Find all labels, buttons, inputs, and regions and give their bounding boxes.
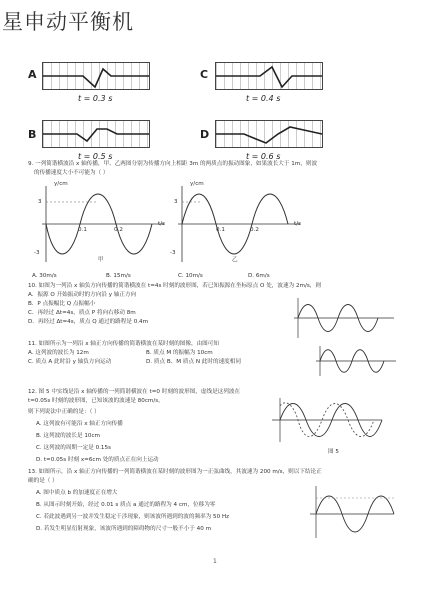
q13-opt-c: C. 若此波遇到另一波并发生稳定干涉现象，则该波所遇到的波的频率为 50 Hz <box>36 514 230 520</box>
panel-b-time: t = 0.5 s <box>78 152 113 161</box>
q12-opt-c: C. 这列波的周期一定是 0.15s <box>36 445 111 451</box>
q9-graph2-svg <box>172 184 302 264</box>
q12-stem3: 则下列说法中正确的是：（ ） <box>28 409 100 415</box>
q11-stem: 11. 如图所示为一列沿 x 轴正方向传播的简谐横波在某时刻的图像，由图可知 <box>28 341 219 347</box>
panel-b-chart <box>42 120 150 148</box>
q9-g1-name: 甲 <box>98 257 104 263</box>
q13-opt-d: D. 若发生明显衍射现象，该波所遇到的障碍物的尺寸一般不小于 40 m <box>36 526 212 532</box>
q9-g1-ylabel: y/cm <box>54 181 68 187</box>
q9-opt-b: B. 15m/s <box>106 273 131 279</box>
panel-label-a: A <box>28 68 37 81</box>
panel-label-d: D <box>200 128 210 141</box>
q9-g2-t2: 0.2 <box>250 227 259 233</box>
q12-stem2: t=0.05s 时刻的波形图，已知该波的波速是 80cm/s， <box>28 398 164 404</box>
q9-g2-t1: 0.1 <box>216 227 225 233</box>
q9-g2-bottom: -3 <box>170 250 176 256</box>
q12-opt-b: B. 这列波的波长是 10cm <box>36 433 100 439</box>
q9-opt-d: D. 6m/s <box>248 273 270 279</box>
panel-a-time: t = 0.3 s <box>78 94 113 103</box>
q9-g1-top: 3 <box>38 199 42 205</box>
q12-opt-a: A. 这列波有可能沿 x 轴正方向传播 <box>36 421 123 427</box>
q13-opt-a: A. 图中质点 b 的加速度正在增大 <box>36 490 118 496</box>
q9-text: 9. 一列简谐横波沿 x 轴传播，甲、乙两图分别为传播方向上相距 3m 的两质点的振动图象，如果波长大于 1m，则波 <box>28 161 318 167</box>
q11-opt-b: B. 质点 M 的振幅为 10cm <box>146 350 213 356</box>
panel-d-wave <box>216 121 322 147</box>
q10-opt-a: A．振源 O 开始振动时的方向沿 y 轴正方向 <box>28 292 137 298</box>
q9-g2-xlabel: t/s <box>294 221 301 227</box>
q11-opt-d: D. 质点 B、M 质点 N 此时的速度相同 <box>146 359 241 365</box>
q13-stem2: 确的是（ ） <box>28 478 58 484</box>
panel-label-b: B <box>28 128 37 141</box>
panel-a-wave <box>43 63 149 89</box>
q9-g2-top: 3 <box>174 199 178 205</box>
q12-wave-figure <box>272 396 382 444</box>
panel-a-chart <box>42 62 150 90</box>
q10-stem: 10. 如图为一列沿 x 轴负方向传播的简谐横波在 t=4s 时刻的波形图，若已知振源在坐标原点 O 处，波速为 2m/s，则 <box>28 283 321 289</box>
panel-label-c: C <box>200 68 209 81</box>
q12-opt-d: D. t=0.05s 时刻 x=6cm 处的质点正在向上运动 <box>36 457 159 463</box>
q12-figure-caption: 图 5 <box>328 449 339 455</box>
q13-wave-figure <box>310 484 394 540</box>
page-number: 1 <box>213 558 217 565</box>
q9-g1-xlabel: t/s <box>158 221 165 227</box>
q9-g2-ylabel: y/cm <box>190 181 204 187</box>
panel-c-chart <box>215 62 323 90</box>
q9-g2-name: 乙 <box>232 257 238 263</box>
q9-g1-t1: 0.1 <box>78 227 87 233</box>
q9-opt-c: C. 10m/s <box>178 273 203 279</box>
q11-opt-a: A. 这列波的波长为 12m <box>28 350 89 356</box>
panel-d-chart <box>215 120 323 148</box>
q9-g1-bottom: -3 <box>34 250 40 256</box>
q9-g1-t2: 0.2 <box>114 227 123 233</box>
q10-opt-b: B．P 点振幅比 Q 点振幅小 <box>28 301 96 307</box>
q9-opt-a: A. 30m/s <box>32 273 57 279</box>
document-page <box>10 44 410 596</box>
q11-wave-figure <box>316 344 396 378</box>
q10-opt-d: D．再经过 Δt=4s，质点 Q 通过的路程是 0.4m <box>28 319 149 325</box>
q10-wave-figure <box>294 296 394 340</box>
panel-c-time: t = 0.4 s <box>246 94 281 103</box>
q10-opt-c: C．再经过 Δt=4s，质点 P 将向右移动 8m <box>28 310 136 316</box>
q12-stem1: 12. 图 5 中实线是沿 x 轴传播的一列简谐横波在 t=0 时刻的波形图，虚线是这列波在 <box>28 389 241 395</box>
q9-graph1-svg <box>36 184 166 264</box>
page-title: 星申动平衡机 <box>2 10 134 34</box>
panel-b-wave <box>43 121 149 147</box>
q13-opt-b: B. 从图示时刻开始，经过 0.01 s 质点 a 通过的路程为 4 cm，位移为零 <box>36 502 216 508</box>
q13-stem1: 13. 如图所示，沿 x 轴正方向传播的一列简谐横波在某时刻的波形图为一正弦曲线，其波速为 200 m/s，则以下结论正 <box>28 469 322 475</box>
q11-opt-c: C. 质点 A 此时沿 y 轴负方向运动 <box>28 359 112 365</box>
panel-d-time: t = 0.6 s <box>246 152 281 161</box>
panel-c-wave <box>216 63 322 89</box>
q9-text2: 的传播速度大小不可能为（ ） <box>34 170 109 176</box>
